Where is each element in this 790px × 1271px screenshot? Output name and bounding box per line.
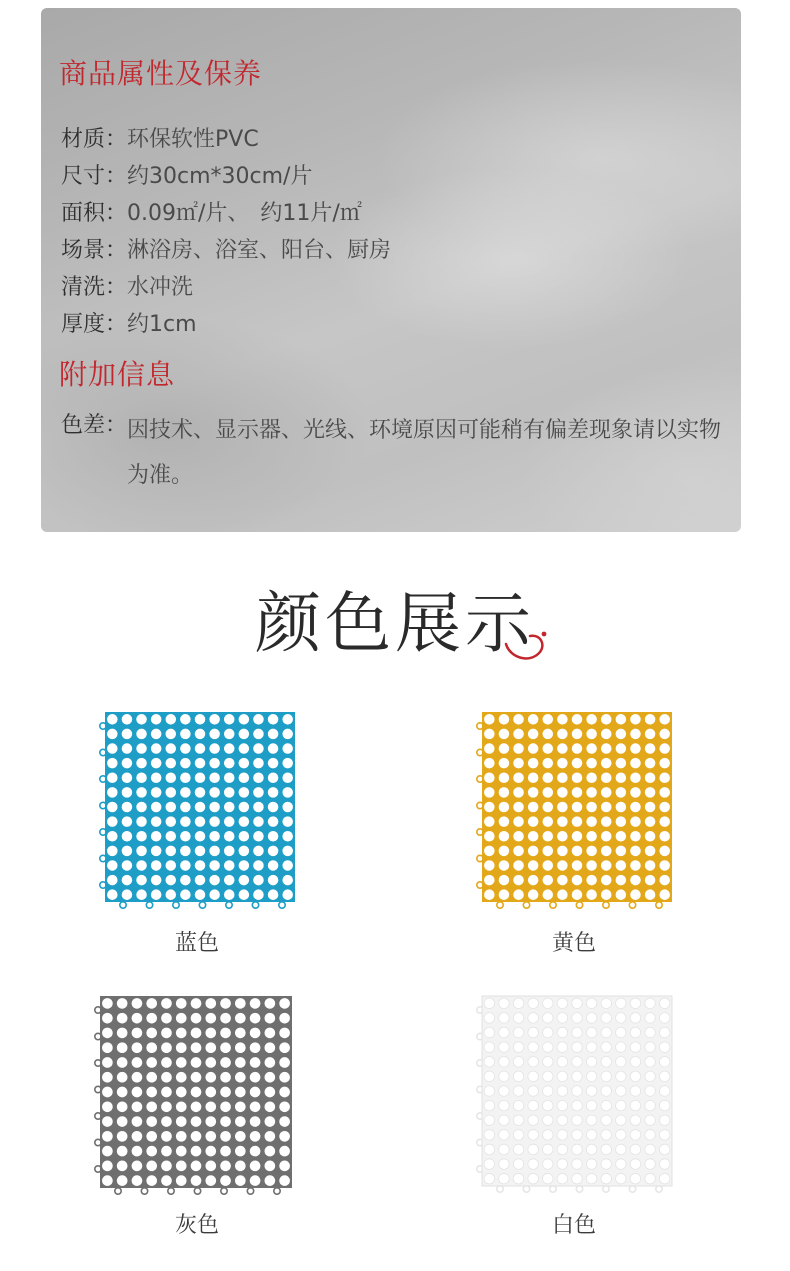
color-swatch-yellow[interactable]	[474, 706, 676, 918]
tile-white	[474, 990, 676, 1202]
attribute-row-cleaning	[61, 270, 193, 301]
attribute-key: 面积：	[61, 201, 128, 226]
attribute-value: 约30cm*30cm/片	[127, 164, 313, 189]
attribute-value: 约1cm	[127, 312, 197, 337]
attribute-key: 材质：	[61, 127, 128, 152]
tile-gray	[92, 990, 302, 1202]
attribute-row-size	[61, 159, 312, 190]
color-label-gray: 灰色	[174, 1213, 219, 1238]
color-difference-note	[61, 408, 727, 498]
attribute-value: 环保软性PVC	[127, 127, 259, 152]
color-swatch-blue[interactable]	[97, 706, 299, 918]
color-swatch-white[interactable]	[474, 990, 676, 1202]
attribute-value: 0.09㎡/片、 约11片/㎡	[127, 201, 362, 226]
color-display-title: 颜色展示	[255, 585, 535, 662]
brush-swoosh-icon	[500, 618, 560, 668]
color-label-blue: 蓝色	[174, 931, 219, 956]
attribute-key: 清洗：	[61, 275, 128, 300]
attribute-key: 厚度：	[61, 312, 128, 337]
attribute-row-scene	[61, 233, 391, 264]
attributes-title: 商品属性及保养	[59, 57, 263, 90]
tile-yellow	[474, 706, 676, 918]
attribute-row-area	[61, 196, 362, 227]
product-attributes-panel	[41, 8, 741, 532]
attribute-key: 尺寸：	[61, 164, 128, 189]
attribute-row-thickness	[61, 307, 197, 338]
attribute-value: 淋浴房、浴室、阳台、厨房	[127, 238, 392, 263]
color-label-white: 白色	[551, 1213, 596, 1238]
attribute-key: 场景：	[61, 238, 128, 263]
extra-info-title: 附加信息	[59, 358, 176, 391]
color-label-yellow: 黄色	[551, 931, 596, 956]
attribute-row-material	[61, 122, 259, 153]
note-key: 色差：	[61, 413, 128, 438]
note-value: 因技术、显示器、光线、环境原因可能稍有偏差现象请以实物为准。	[127, 418, 722, 488]
tile-blue	[97, 706, 299, 918]
color-swatch-gray[interactable]	[92, 990, 302, 1202]
attribute-value: 水冲洗	[127, 275, 194, 300]
